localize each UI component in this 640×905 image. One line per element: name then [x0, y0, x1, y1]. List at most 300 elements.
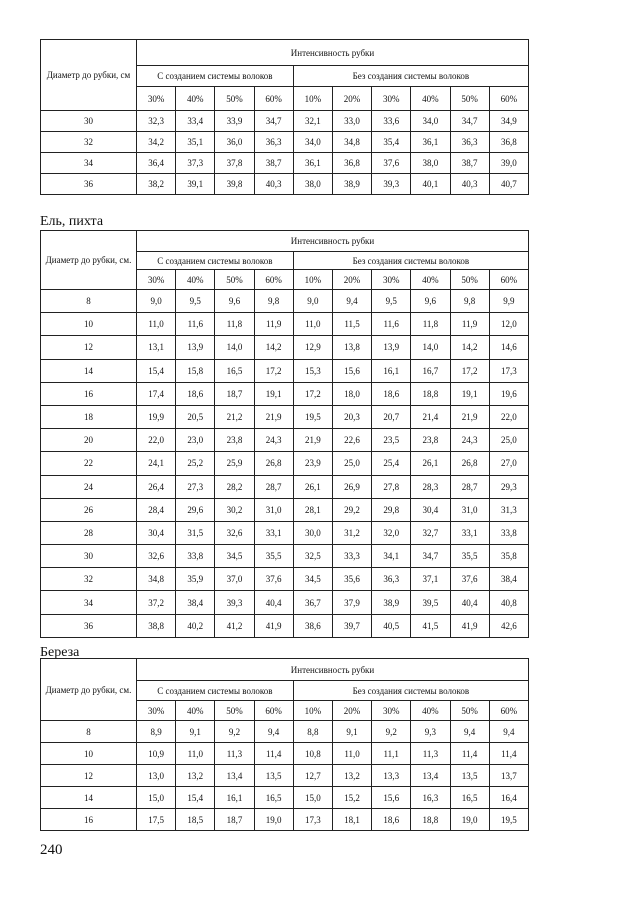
table-row — [41, 498, 529, 521]
pct-header: 10% — [293, 701, 332, 721]
data-table — [40, 39, 529, 195]
pct-header: 50% — [215, 701, 254, 721]
value-cell: 29,6 — [176, 498, 215, 521]
value-cell: 36,3 — [372, 568, 411, 591]
value-cell: 19,1 — [450, 382, 489, 405]
value-cell: 37,8 — [215, 153, 254, 174]
pct-header: 10% — [293, 270, 332, 290]
pct-header: 30% — [137, 270, 176, 290]
diameter-cell: 36 — [41, 614, 137, 637]
diameter-cell: 22 — [41, 452, 137, 475]
value-cell: 27,0 — [489, 452, 528, 475]
value-cell: 35,6 — [332, 568, 371, 591]
value-cell: 18,8 — [411, 809, 450, 831]
pct-header: 60% — [254, 701, 293, 721]
diameter-cell: 16 — [41, 382, 137, 405]
without-system-header: Без создания системы волоков — [293, 681, 528, 701]
pct-header: 30% — [372, 87, 411, 111]
diameter-cell: 28 — [41, 521, 137, 544]
value-cell: 38,4 — [489, 568, 528, 591]
value-cell: 20,5 — [176, 405, 215, 428]
pct-header: 50% — [215, 270, 254, 290]
value-cell: 26,4 — [137, 475, 176, 498]
value-cell: 14,0 — [411, 336, 450, 359]
value-cell: 40,4 — [254, 591, 293, 614]
pct-header: 30% — [372, 701, 411, 721]
value-cell: 17,3 — [489, 359, 528, 382]
value-cell: 41,2 — [215, 614, 254, 637]
value-cell: 18,1 — [332, 809, 371, 831]
value-cell: 35,9 — [176, 568, 215, 591]
value-cell: 15,8 — [176, 359, 215, 382]
value-cell: 41,9 — [254, 614, 293, 637]
value-cell: 28,7 — [254, 475, 293, 498]
pct-header: 10% — [293, 87, 332, 111]
data-table — [40, 658, 529, 831]
value-cell: 18,0 — [332, 382, 371, 405]
value-cell: 25,9 — [215, 452, 254, 475]
diameter-header: Диаметр до рубки, см — [41, 40, 137, 111]
value-cell: 36,4 — [137, 153, 176, 174]
pct-header: 40% — [411, 270, 450, 290]
value-cell: 13,7 — [489, 765, 528, 787]
value-cell: 39,0 — [489, 153, 528, 174]
table-row — [41, 545, 529, 568]
value-cell: 35,5 — [450, 545, 489, 568]
value-cell: 32,1 — [293, 111, 332, 132]
value-cell: 38,7 — [450, 153, 489, 174]
value-cell: 23,0 — [176, 429, 215, 452]
value-cell: 36,3 — [254, 132, 293, 153]
with-system-header: С созданием системы волоков — [137, 252, 294, 270]
intensity-header: Интенсивность рубки — [137, 231, 529, 252]
diameter-cell: 24 — [41, 475, 137, 498]
diameter-cell: 8 — [41, 290, 137, 313]
value-cell: 35,1 — [176, 132, 215, 153]
value-cell: 33,6 — [372, 111, 411, 132]
value-cell: 18,8 — [411, 382, 450, 405]
value-cell: 32,5 — [293, 545, 332, 568]
value-cell: 16,5 — [215, 359, 254, 382]
value-cell: 23,5 — [372, 429, 411, 452]
value-cell: 11,8 — [411, 313, 450, 336]
value-cell: 19,5 — [489, 809, 528, 831]
value-cell: 9,9 — [489, 290, 528, 313]
value-cell: 22,0 — [137, 429, 176, 452]
diameter-cell: 16 — [41, 809, 137, 831]
value-cell: 23,9 — [293, 452, 332, 475]
value-cell: 13,5 — [254, 765, 293, 787]
with-system-header: С созданием системы волоков — [137, 681, 294, 701]
value-cell: 31,2 — [332, 521, 371, 544]
value-cell: 34,5 — [293, 568, 332, 591]
diameter-cell: 30 — [41, 545, 137, 568]
value-cell: 32,6 — [137, 545, 176, 568]
value-cell: 34,7 — [450, 111, 489, 132]
table-row — [41, 765, 529, 787]
value-cell: 14,2 — [450, 336, 489, 359]
value-cell: 37,9 — [332, 591, 371, 614]
table-row — [41, 174, 529, 195]
value-cell: 32,6 — [215, 521, 254, 544]
value-cell: 34,8 — [137, 568, 176, 591]
data-table — [40, 230, 529, 638]
value-cell: 9,1 — [176, 721, 215, 743]
value-cell: 40,8 — [489, 591, 528, 614]
value-cell: 20,7 — [372, 405, 411, 428]
pct-header: 50% — [450, 270, 489, 290]
value-cell: 9,3 — [411, 721, 450, 743]
value-cell: 15,4 — [137, 359, 176, 382]
value-cell: 34,8 — [332, 132, 371, 153]
value-cell: 33,1 — [450, 521, 489, 544]
value-cell: 26,8 — [450, 452, 489, 475]
value-cell: 40,7 — [489, 174, 528, 195]
value-cell: 38,9 — [372, 591, 411, 614]
value-cell: 25,4 — [372, 452, 411, 475]
table-row — [41, 787, 529, 809]
value-cell: 15,2 — [332, 787, 371, 809]
value-cell: 16,4 — [489, 787, 528, 809]
value-cell: 9,8 — [254, 290, 293, 313]
table-row — [41, 313, 529, 336]
value-cell: 18,6 — [372, 382, 411, 405]
value-cell: 11,9 — [254, 313, 293, 336]
value-cell: 34,7 — [411, 545, 450, 568]
pct-header: 50% — [215, 87, 254, 111]
value-cell: 9,6 — [215, 290, 254, 313]
table-row — [41, 809, 529, 831]
pct-header: 30% — [137, 87, 176, 111]
value-cell: 33,1 — [254, 521, 293, 544]
value-cell: 18,7 — [215, 809, 254, 831]
value-cell: 39,3 — [372, 174, 411, 195]
value-cell: 11,4 — [254, 743, 293, 765]
value-cell: 8,9 — [137, 721, 176, 743]
value-cell: 33,4 — [176, 111, 215, 132]
value-cell: 37,3 — [176, 153, 215, 174]
value-cell: 38,0 — [293, 174, 332, 195]
value-cell: 19,0 — [450, 809, 489, 831]
pct-header: 40% — [176, 270, 215, 290]
pct-header: 20% — [332, 270, 371, 290]
value-cell: 11,6 — [176, 313, 215, 336]
diameter-cell: 36 — [41, 174, 137, 195]
section-title-birch: Береза — [40, 645, 80, 660]
value-cell: 13,4 — [215, 765, 254, 787]
value-cell: 29,8 — [372, 498, 411, 521]
value-cell: 9,4 — [332, 290, 371, 313]
value-cell: 38,0 — [411, 153, 450, 174]
value-cell: 14,6 — [489, 336, 528, 359]
table-row — [41, 382, 529, 405]
value-cell: 9,4 — [450, 721, 489, 743]
value-cell: 27,3 — [176, 475, 215, 498]
value-cell: 29,2 — [332, 498, 371, 521]
header-row — [41, 231, 529, 252]
value-cell: 21,9 — [450, 405, 489, 428]
table-row — [41, 429, 529, 452]
value-cell: 21,9 — [293, 429, 332, 452]
pct-header: 40% — [411, 87, 450, 111]
value-cell: 9,5 — [176, 290, 215, 313]
value-cell: 17,4 — [137, 382, 176, 405]
diameter-cell: 32 — [41, 132, 137, 153]
value-cell: 15,3 — [293, 359, 332, 382]
value-cell: 9,4 — [254, 721, 293, 743]
value-cell: 41,9 — [450, 614, 489, 637]
value-cell: 11,5 — [332, 313, 371, 336]
value-cell: 38,8 — [137, 614, 176, 637]
value-cell: 36,0 — [215, 132, 254, 153]
table-row — [41, 111, 529, 132]
value-cell: 31,0 — [254, 498, 293, 521]
table-row — [41, 405, 529, 428]
value-cell: 10,8 — [293, 743, 332, 765]
value-cell: 9,8 — [450, 290, 489, 313]
value-cell: 31,3 — [489, 498, 528, 521]
value-cell: 14,2 — [254, 336, 293, 359]
value-cell: 11,0 — [332, 743, 371, 765]
table-row — [41, 452, 529, 475]
value-cell: 31,0 — [450, 498, 489, 521]
value-cell: 32,7 — [411, 521, 450, 544]
pct-header: 40% — [176, 701, 215, 721]
value-cell: 18,7 — [215, 382, 254, 405]
value-cell: 39,7 — [332, 614, 371, 637]
value-cell: 21,9 — [254, 405, 293, 428]
pct-header: 40% — [176, 87, 215, 111]
value-cell: 40,3 — [254, 174, 293, 195]
value-cell: 22,6 — [332, 429, 371, 452]
value-cell: 17,5 — [137, 809, 176, 831]
diameter-header: Диаметр до рубки, см. — [41, 659, 137, 721]
value-cell: 31,5 — [176, 521, 215, 544]
value-cell: 15,6 — [332, 359, 371, 382]
value-cell: 18,5 — [176, 809, 215, 831]
value-cell: 35,4 — [372, 132, 411, 153]
value-cell: 32,3 — [137, 111, 176, 132]
value-cell: 16,5 — [450, 787, 489, 809]
intensity-header: Интенсивность рубки — [137, 40, 529, 66]
value-cell: 9,0 — [137, 290, 176, 313]
value-cell: 21,2 — [215, 405, 254, 428]
pct-header: 40% — [411, 701, 450, 721]
pct-header: 60% — [254, 87, 293, 111]
value-cell: 41,5 — [411, 614, 450, 637]
value-cell: 37,0 — [215, 568, 254, 591]
value-cell: 28,4 — [137, 498, 176, 521]
value-cell: 34,5 — [215, 545, 254, 568]
table-row — [41, 521, 529, 544]
value-cell: 9,2 — [215, 721, 254, 743]
value-cell: 39,8 — [215, 174, 254, 195]
value-cell: 37,1 — [411, 568, 450, 591]
pct-header: 20% — [332, 87, 371, 111]
value-cell: 38,6 — [293, 614, 332, 637]
value-cell: 33,8 — [489, 521, 528, 544]
value-cell: 36,1 — [411, 132, 450, 153]
value-cell: 19,1 — [254, 382, 293, 405]
pct-header: 50% — [450, 701, 489, 721]
value-cell: 30,2 — [215, 498, 254, 521]
value-cell: 40,5 — [372, 614, 411, 637]
value-cell: 22,0 — [489, 405, 528, 428]
value-cell: 40,4 — [450, 591, 489, 614]
value-cell: 37,6 — [254, 568, 293, 591]
diameter-cell: 12 — [41, 336, 137, 359]
value-cell: 38,7 — [254, 153, 293, 174]
table-row — [41, 721, 529, 743]
value-cell: 11,8 — [215, 313, 254, 336]
value-cell: 27,8 — [372, 475, 411, 498]
value-cell: 35,8 — [489, 545, 528, 568]
value-cell: 30,4 — [137, 521, 176, 544]
value-cell: 38,9 — [332, 174, 371, 195]
table-row — [41, 153, 529, 174]
value-cell: 11,4 — [489, 743, 528, 765]
value-cell: 36,3 — [450, 132, 489, 153]
value-cell: 21,4 — [411, 405, 450, 428]
value-cell: 37,2 — [137, 591, 176, 614]
value-cell: 15,0 — [293, 787, 332, 809]
pct-header: 50% — [450, 87, 489, 111]
value-cell: 9,6 — [411, 290, 450, 313]
value-cell: 9,1 — [332, 721, 371, 743]
value-cell: 35,5 — [254, 545, 293, 568]
value-cell: 37,6 — [372, 153, 411, 174]
value-cell: 13,0 — [137, 765, 176, 787]
value-cell: 15,4 — [176, 787, 215, 809]
diameter-cell: 12 — [41, 765, 137, 787]
diameter-header: Диаметр до рубки, см. — [41, 231, 137, 290]
value-cell: 26,1 — [293, 475, 332, 498]
pct-header: 20% — [332, 701, 371, 721]
value-cell: 29,3 — [489, 475, 528, 498]
value-cell: 34,7 — [254, 111, 293, 132]
pct-header: 30% — [372, 270, 411, 290]
value-cell: 17,2 — [293, 382, 332, 405]
value-cell: 28,3 — [411, 475, 450, 498]
value-cell: 13,9 — [176, 336, 215, 359]
value-cell: 33,9 — [215, 111, 254, 132]
value-cell: 25,0 — [332, 452, 371, 475]
value-cell: 26,1 — [411, 452, 450, 475]
value-cell: 11,1 — [372, 743, 411, 765]
value-cell: 38,4 — [176, 591, 215, 614]
value-cell: 19,5 — [293, 405, 332, 428]
value-cell: 13,4 — [411, 765, 450, 787]
value-cell: 36,1 — [293, 153, 332, 174]
value-cell: 11,3 — [215, 743, 254, 765]
value-cell: 19,9 — [137, 405, 176, 428]
value-cell: 16,3 — [411, 787, 450, 809]
diameter-cell: 10 — [41, 313, 137, 336]
diameter-cell: 34 — [41, 153, 137, 174]
diameter-cell: 32 — [41, 568, 137, 591]
value-cell: 38,2 — [137, 174, 176, 195]
value-cell: 13,5 — [450, 765, 489, 787]
diameter-cell: 20 — [41, 429, 137, 452]
diameter-cell: 30 — [41, 111, 137, 132]
value-cell: 28,2 — [215, 475, 254, 498]
value-cell: 34,1 — [372, 545, 411, 568]
pct-header: 60% — [489, 270, 528, 290]
value-cell: 15,0 — [137, 787, 176, 809]
table-row — [41, 290, 529, 313]
table-row — [41, 743, 529, 765]
diameter-cell: 8 — [41, 721, 137, 743]
value-cell: 19,0 — [254, 809, 293, 831]
value-cell: 33,3 — [332, 545, 371, 568]
diameter-cell: 14 — [41, 359, 137, 382]
value-cell: 30,0 — [293, 521, 332, 544]
value-cell: 12,9 — [293, 336, 332, 359]
value-cell: 17,3 — [293, 809, 332, 831]
value-cell: 34,0 — [293, 132, 332, 153]
value-cell: 20,3 — [332, 405, 371, 428]
value-cell: 18,6 — [372, 809, 411, 831]
value-cell: 34,2 — [137, 132, 176, 153]
value-cell: 13,9 — [372, 336, 411, 359]
header-row — [41, 40, 529, 66]
value-cell: 40,3 — [450, 174, 489, 195]
value-cell: 13,2 — [332, 765, 371, 787]
value-cell: 33,0 — [332, 111, 371, 132]
page-number: 240 — [40, 842, 63, 858]
value-cell: 11,0 — [293, 313, 332, 336]
value-cell: 26,9 — [332, 475, 371, 498]
value-cell: 39,3 — [215, 591, 254, 614]
value-cell: 39,5 — [411, 591, 450, 614]
table-row — [41, 132, 529, 153]
value-cell: 10,9 — [137, 743, 176, 765]
value-cell: 24,3 — [450, 429, 489, 452]
table-row — [41, 336, 529, 359]
value-cell: 16,7 — [411, 359, 450, 382]
value-cell: 11,0 — [137, 313, 176, 336]
value-cell: 28,7 — [450, 475, 489, 498]
value-cell: 36,7 — [293, 591, 332, 614]
value-cell: 36,8 — [489, 132, 528, 153]
value-cell: 11,0 — [176, 743, 215, 765]
value-cell: 16,1 — [372, 359, 411, 382]
value-cell: 13,1 — [137, 336, 176, 359]
value-cell: 30,4 — [411, 498, 450, 521]
section-title-spruce-fir: Ель, пихта — [40, 214, 104, 229]
value-cell: 17,2 — [254, 359, 293, 382]
value-cell: 26,8 — [254, 452, 293, 475]
value-cell: 9,5 — [372, 290, 411, 313]
table-row — [41, 359, 529, 382]
value-cell: 32,0 — [372, 521, 411, 544]
value-cell: 18,6 — [176, 382, 215, 405]
value-cell: 8,8 — [293, 721, 332, 743]
value-cell: 12,0 — [489, 313, 528, 336]
diameter-cell: 26 — [41, 498, 137, 521]
value-cell: 17,2 — [450, 359, 489, 382]
pct-header: 60% — [489, 701, 528, 721]
diameter-cell: 34 — [41, 591, 137, 614]
value-cell: 12,7 — [293, 765, 332, 787]
table-row — [41, 591, 529, 614]
diameter-cell: 18 — [41, 405, 137, 428]
value-cell: 42,6 — [489, 614, 528, 637]
value-cell: 15,6 — [372, 787, 411, 809]
value-cell: 24,1 — [137, 452, 176, 475]
value-cell: 16,1 — [215, 787, 254, 809]
value-cell: 34,9 — [489, 111, 528, 132]
